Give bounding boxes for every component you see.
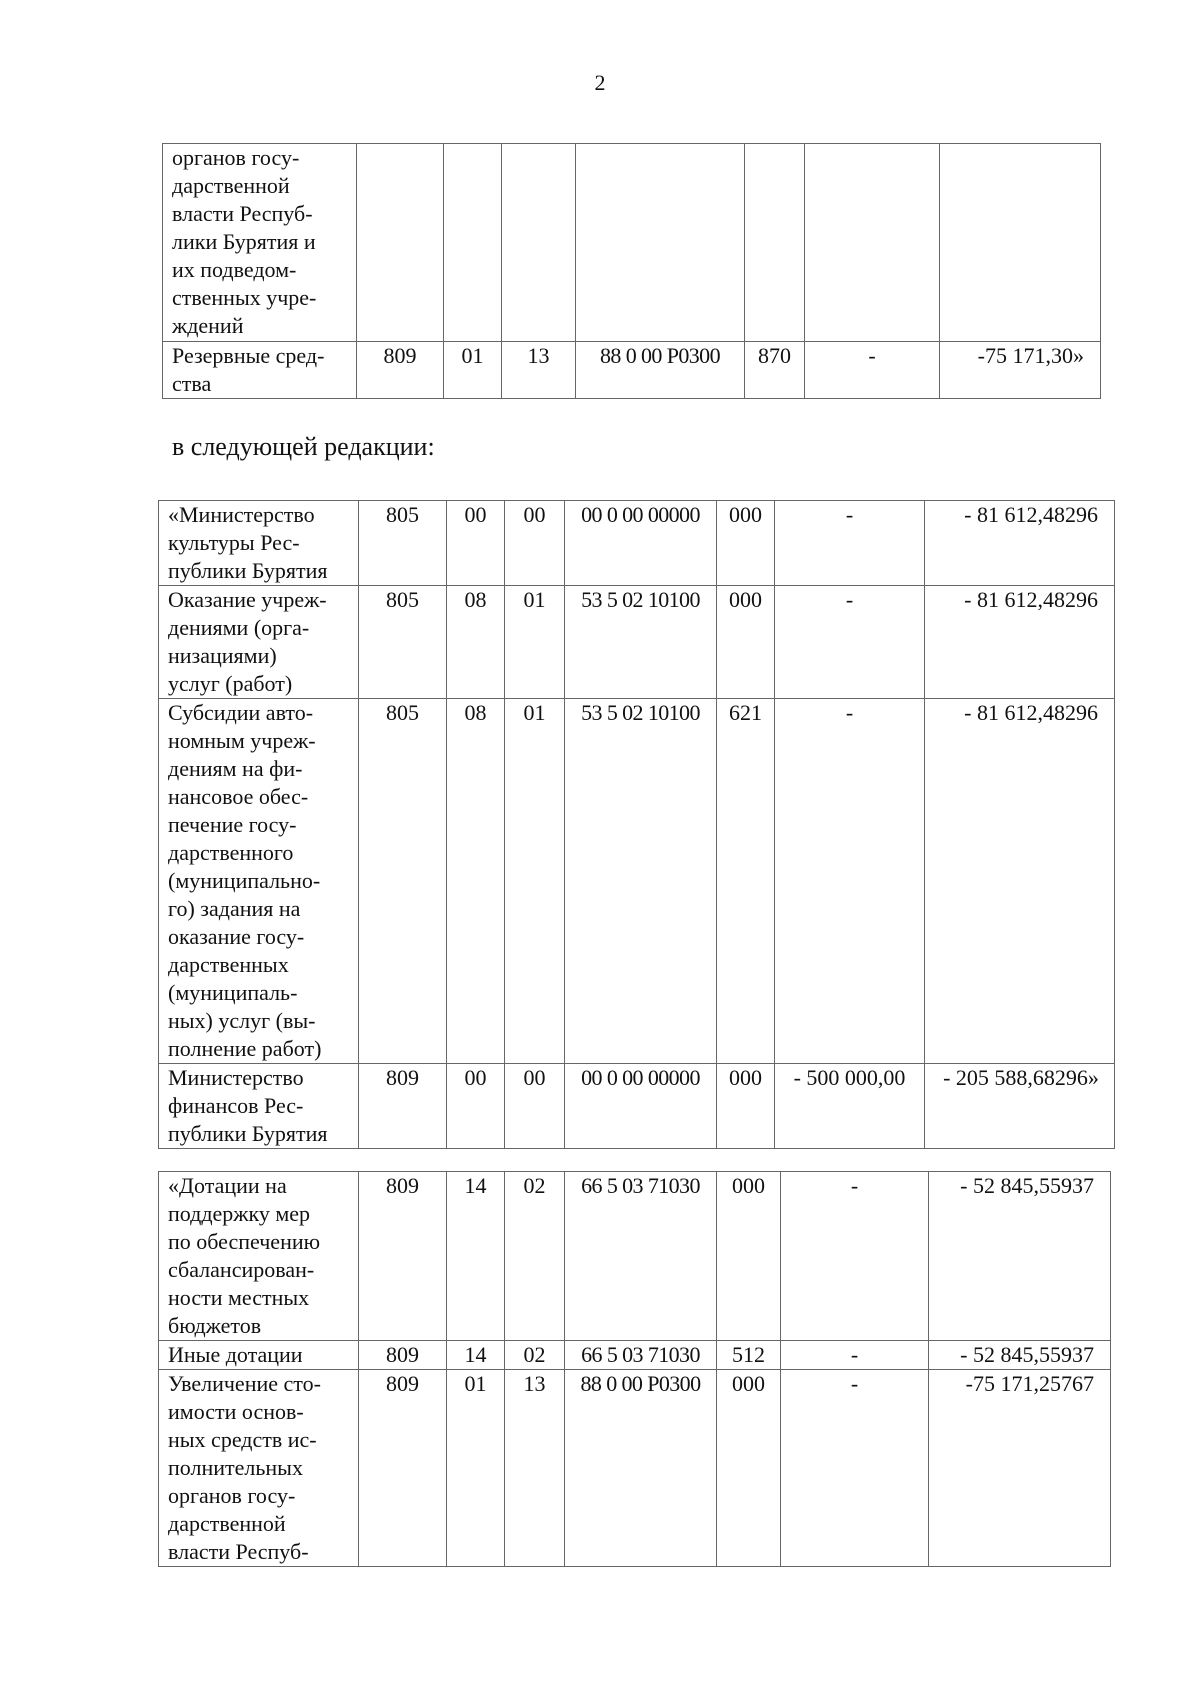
cell-subsection: 13 <box>502 342 576 399</box>
cell-section: 00 <box>447 1064 505 1149</box>
cell-target-code: 53 5 02 10100 <box>565 586 717 699</box>
row-description: Увеличение сто- имости основ- ных средств ис- полнительных органов госу- дарственной власти Респуб- <box>159 1370 359 1567</box>
cell-section: 08 <box>447 699 505 1064</box>
cell-ministry-code: 805 <box>359 586 447 699</box>
cell-expense-type: 512 <box>717 1341 781 1370</box>
row-description: «Дотации на поддержку мер по обеспечению сбалансирован- ности местных бюджетов <box>159 1172 359 1341</box>
cell-amount-2: - 205 588,68296» <box>925 1064 1115 1149</box>
cell-amount-2: -75 171,30» <box>940 342 1101 399</box>
cell-expense-type: 621 <box>717 699 775 1064</box>
cell-amount-1: - <box>781 1172 929 1341</box>
row-description: «Министерство культуры Рес- публики Бурятия <box>159 501 359 586</box>
cell-amount-2: -75 171,25767 <box>929 1370 1111 1567</box>
cell-amount-1: - <box>781 1370 929 1567</box>
cell-amount-2 <box>940 144 1101 342</box>
table-row <box>159 586 1115 699</box>
cell-ministry-code: 809 <box>359 1370 447 1567</box>
cell-ministry-code: 809 <box>357 342 444 399</box>
cell-amount-2: - 81 612,48296 <box>925 699 1115 1064</box>
cell-expense-type: 000 <box>717 1172 781 1341</box>
cell-subsection: 13 <box>505 1370 565 1567</box>
cell-target-code: 88 0 00 Р0300 <box>565 1370 717 1567</box>
table-row <box>163 342 1101 399</box>
table-row <box>159 1341 1111 1370</box>
cell-target-code: 88 0 00 Р0300 <box>576 342 745 399</box>
row-description: органов госу- дарственной власти Респуб- лики Бурятия и их подведом- ственных учре- ждений <box>163 144 357 342</box>
cell-section: 14 <box>447 1341 505 1370</box>
cell-ministry-code: 809 <box>359 1341 447 1370</box>
cell-expense-type: 000 <box>717 501 775 586</box>
cell-expense-type <box>745 144 805 342</box>
cell-subsection <box>502 144 576 342</box>
cell-expense-type: 000 <box>717 1370 781 1567</box>
row-description: Министерство финансов Рес- публики Бурятия <box>159 1064 359 1149</box>
cell-subsection: 01 <box>505 586 565 699</box>
cell-target-code: 00 0 00 00000 <box>565 501 717 586</box>
cell-amount-1: - 500 000,00 <box>775 1064 925 1149</box>
cell-expense-type: 870 <box>745 342 805 399</box>
cell-subsection: 02 <box>505 1341 565 1370</box>
cell-amount-1: - <box>775 699 925 1064</box>
budget-table-previous <box>162 143 1101 399</box>
cell-section: 01 <box>447 1370 505 1567</box>
cell-section: 00 <box>447 501 505 586</box>
row-description: Резервные сред- ства <box>163 342 357 399</box>
table-row <box>159 501 1115 586</box>
cell-subsection: 00 <box>505 1064 565 1149</box>
cell-amount-1: - <box>775 501 925 586</box>
cell-target-code: 53 5 02 10100 <box>565 699 717 1064</box>
cell-target-code: 66 5 03 71030 <box>565 1172 717 1341</box>
row-description: Оказание учреж- дениями (орга- низациями) услуг (работ) <box>159 586 359 699</box>
page-number: 2 <box>594 70 606 95</box>
cell-amount-1 <box>805 144 940 342</box>
cell-ministry-code <box>357 144 444 342</box>
cell-target-code <box>576 144 745 342</box>
table-row <box>159 1064 1115 1149</box>
cell-amount-2: - 52 845,55937 <box>929 1172 1111 1341</box>
cell-ministry-code: 805 <box>359 699 447 1064</box>
cell-expense-type: 000 <box>717 586 775 699</box>
cell-ministry-code: 809 <box>359 1172 447 1341</box>
budget-table-continuation <box>158 1171 1111 1567</box>
row-description: Иные дотации <box>159 1341 359 1370</box>
table-row <box>159 1172 1111 1341</box>
row-description: Субсидии авто- номным учреж- дениям на фи- нансовое обес- печение госу- дарственного (муниципально- го) задания на оказание госу- дарственных (муниципаль- ных) услуг (вы- полнение работ) <box>159 699 359 1064</box>
table-row <box>159 699 1115 1064</box>
cell-amount-2: - 52 845,55937 <box>929 1341 1111 1370</box>
cell-subsection: 00 <box>505 501 565 586</box>
cell-ministry-code: 809 <box>359 1064 447 1149</box>
cell-section <box>444 144 502 342</box>
cell-section: 01 <box>444 342 502 399</box>
cell-ministry-code: 805 <box>359 501 447 586</box>
cell-target-code: 00 0 00 00000 <box>565 1064 717 1149</box>
cell-amount-1: - <box>805 342 940 399</box>
budget-table-new-edition <box>158 500 1115 1149</box>
section-caption: в следующей редакции: <box>172 432 435 461</box>
cell-amount-2: - 81 612,48296 <box>925 501 1115 586</box>
cell-amount-1: - <box>781 1341 929 1370</box>
cell-section: 14 <box>447 1172 505 1341</box>
table-row <box>163 144 1101 342</box>
cell-subsection: 01 <box>505 699 565 1064</box>
cell-amount-1: - <box>775 586 925 699</box>
cell-amount-2: - 81 612,48296 <box>925 586 1115 699</box>
cell-subsection: 02 <box>505 1172 565 1341</box>
cell-expense-type: 000 <box>717 1064 775 1149</box>
table-row <box>159 1370 1111 1567</box>
cell-target-code: 66 5 03 71030 <box>565 1341 717 1370</box>
cell-section: 08 <box>447 586 505 699</box>
